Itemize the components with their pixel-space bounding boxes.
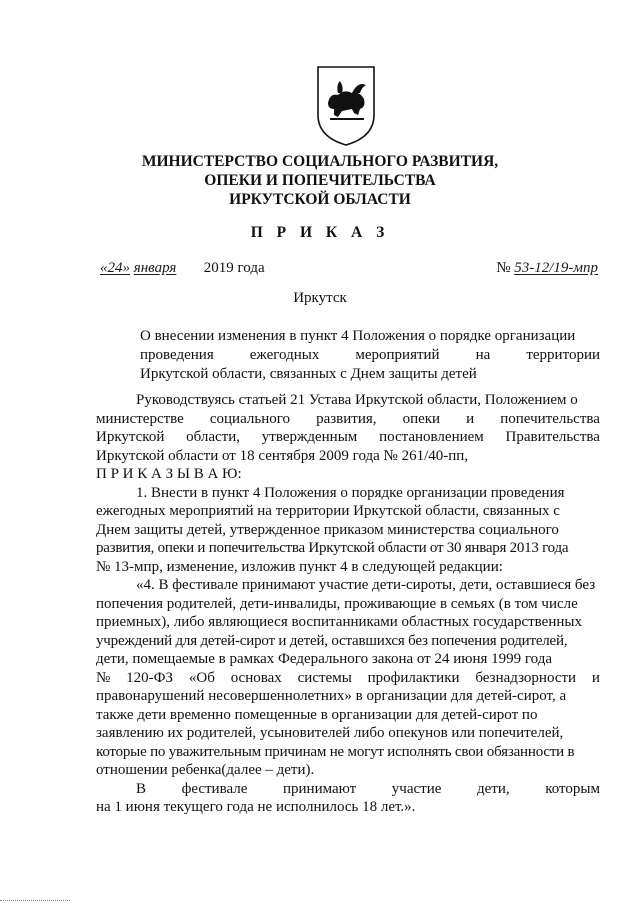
ministry-name-line1: МИНИСТЕРСТВО СОЦИАЛЬНОГО РАЗВИТИЯ,: [141, 153, 499, 170]
document-city: Иркутск: [293, 290, 347, 306]
document-date: [100, 260, 265, 277]
number-prefix: №: [496, 260, 511, 276]
preamble-word: Иркутской: [96, 429, 165, 445]
preamble-word: постановлением: [379, 429, 484, 445]
order-command: П Р И К А З Ы В А Ю:: [96, 466, 242, 482]
quote-line-justified: [96, 669, 600, 688]
quote-word: В: [136, 780, 147, 797]
preamble-word: социального: [209, 410, 291, 427]
quote-line: приемных), либо являющиеся воспитанниками областных государственных: [96, 614, 582, 630]
date-month-handwritten: января: [133, 260, 177, 276]
quote-word: «Об: [188, 669, 215, 686]
preamble-line-justified: [96, 410, 600, 429]
quote-word: основах: [230, 669, 282, 686]
preamble-word: попечительства: [500, 410, 600, 427]
quote-line: правонарушений несовершеннолетних» в организации для детей-сирот, а: [96, 688, 567, 704]
quote-word: №: [96, 669, 111, 686]
preamble-line-justified: [96, 428, 600, 447]
title-word: проведения: [140, 347, 214, 363]
ministry-name-line2: ОПЕКИ И ПОПЕЧИТЕЛЬСТВА: [204, 172, 436, 189]
quote-line: «4. В фестивале принимают участие дети-сироты, дети, оставшиеся без: [136, 577, 596, 593]
title-line-justified: [140, 346, 600, 365]
title-word: мероприятий: [355, 347, 440, 363]
title-word: территории: [526, 347, 600, 363]
preamble-word: и: [466, 410, 475, 427]
quote-word: и: [591, 669, 600, 686]
order-title: [140, 327, 600, 384]
preamble-word: развития,: [316, 410, 377, 427]
item1-line: ежегодных мероприятий на территории Иркутской области, связанных с: [96, 503, 560, 519]
quote-line: также дети временно помещенные в организации для детей-сирот по: [96, 706, 538, 723]
quote-line: дети, помещаемые в рамках Федерального закона от 24 июня 1999 года: [96, 651, 553, 667]
preamble-word: опеки: [402, 410, 441, 427]
date-year: 2019 года: [203, 260, 265, 276]
item1-line: развития, опеки и попечительства Иркутской области от 30 января 2013 года: [96, 540, 569, 556]
quote-line: отношении ребенка(далее – дети).: [96, 762, 315, 778]
page-footer-divider: [0, 900, 70, 901]
item1-line: № 13-мпр, изменение, изложив пункт 4 в следующей редакции:: [96, 558, 503, 575]
date-day-handwritten: «24»: [100, 260, 130, 276]
document-type: П Р И К А З: [250, 224, 390, 241]
number-handwritten: 53-12/19-мпр: [514, 260, 598, 276]
quote-line: которые по уважительным причинам не могут исполнять свои обязанности в: [96, 743, 575, 760]
preamble-line: Руководствуясь статьей 21 Устава Иркутской области, Положением о: [136, 392, 578, 408]
coat-of-arms-icon: [314, 63, 378, 149]
quote-word: профилактики: [367, 669, 460, 686]
preamble-word: министерстве: [96, 410, 184, 427]
quote-word: дети,: [476, 780, 510, 797]
quote-word: системы: [297, 669, 352, 686]
order-body: [96, 391, 600, 817]
quote-word: безнадзорности: [475, 669, 577, 686]
quote-line: на 1 июня текущего года не исполнилось 18 лет.».: [96, 799, 416, 815]
title-word: ежегодных: [249, 347, 320, 363]
quote-word: которым: [545, 780, 600, 797]
quote-line: заявлению их родителей, усыновителей либо опекунов или попечителей,: [96, 725, 564, 741]
quote-line: попечения родителей, дети-инвалиды, проживающие в семьях (в том числе: [96, 595, 578, 612]
quote-word: участие: [391, 780, 442, 797]
quote-line: учреждений для детей-сирот и детей, оставшихся без попечения родителей,: [96, 632, 568, 649]
title-line: О внесении изменения в пункт 4 Положения о порядке организации: [140, 328, 576, 344]
preamble-word: области,: [186, 429, 241, 445]
title-line: Иркутской области, связанных с Днем защиты детей: [140, 366, 477, 382]
item1-line: Днем защиты детей, утвержденное приказом министерства социального: [96, 521, 559, 538]
title-word: на: [475, 347, 491, 363]
preamble-word: утвержденным: [261, 429, 358, 445]
quote-word: принимают: [282, 780, 357, 797]
preamble-word: Правительства: [505, 429, 600, 445]
quote-word: фестивале: [181, 780, 248, 797]
preamble-line: Иркутской области от 18 сентября 2009 года № 261/40-пп,: [96, 447, 469, 464]
item1-line: 1. Внести в пункт 4 Положения о порядке организации проведения: [136, 484, 565, 501]
quote-word: 120-ФЗ: [126, 669, 174, 686]
quote-line-justified: [96, 780, 600, 799]
ministry-name-line3: ИРКУТСКОЙ ОБЛАСТИ: [229, 191, 411, 208]
document-number: [496, 260, 598, 277]
